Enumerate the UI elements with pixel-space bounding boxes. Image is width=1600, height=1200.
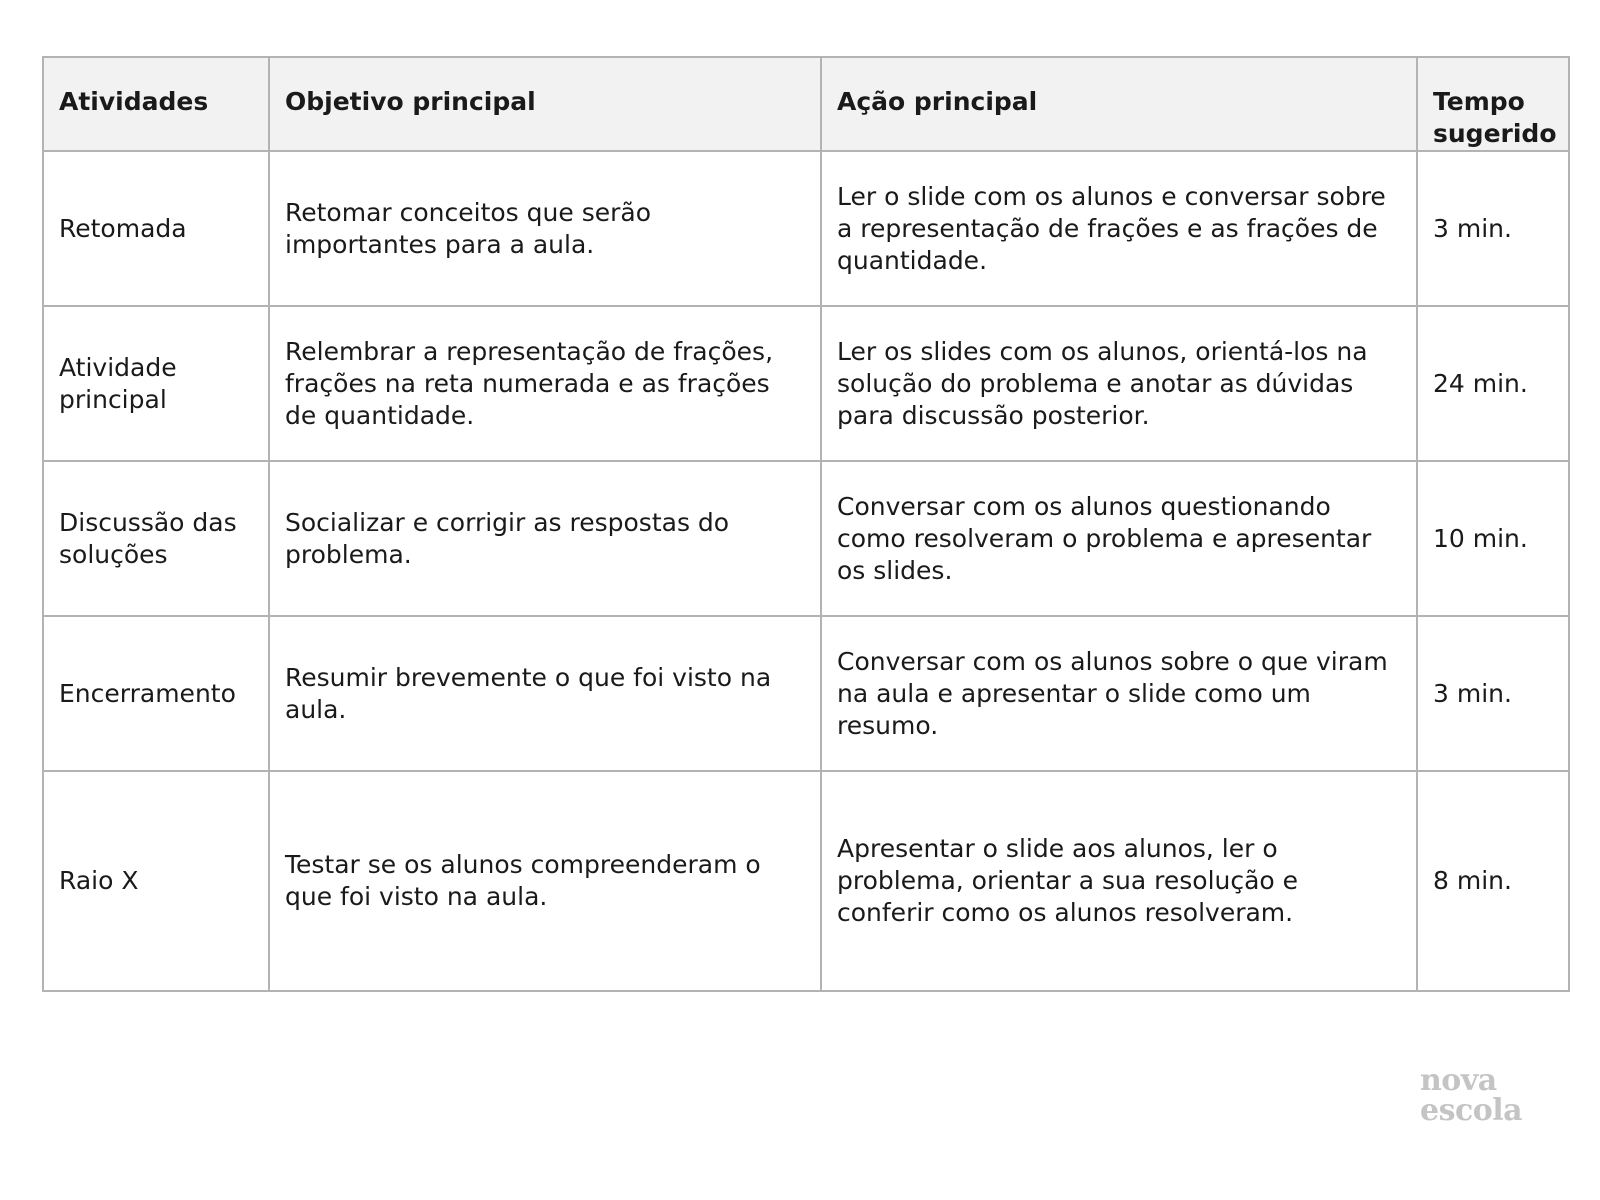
header-atividades: Atividades [43, 57, 269, 151]
logo-line-escola: escola [1420, 1093, 1523, 1128]
cell-atividade: Retomada [43, 151, 269, 306]
cell-acao: Apresentar o slide aos alunos, ler o problema, orientar a sua resolução e conferir como os alunos resolveram. [821, 771, 1417, 991]
table-header-row [43, 57, 1569, 151]
cell-tempo: 8 min. [1417, 771, 1569, 991]
cell-acao: Conversar com os alunos questionando como resolveram o problema e apresentar os slides. [821, 461, 1417, 616]
header-acao-principal: Ação principal [821, 57, 1417, 151]
cell-tempo: 10 min. [1417, 461, 1569, 616]
cell-acao: Conversar com os alunos sobre o que viram na aula e apresentar o slide como um resumo. [821, 616, 1417, 771]
cell-objetivo: Relembrar a representação de frações, frações na reta numerada e as frações de quantidade. [269, 306, 821, 461]
lesson-plan-table [42, 56, 1570, 992]
table-row [43, 151, 1569, 306]
cell-tempo: 3 min. [1417, 616, 1569, 771]
cell-acao: Ler o slide com os alunos e conversar sobre a representação de frações e as frações de quantidade. [821, 151, 1417, 306]
cell-objetivo: Retomar conceitos que serão importantes para a aula. [269, 151, 821, 306]
table-row [43, 771, 1569, 991]
cell-atividade: Discussão das soluções [43, 461, 269, 616]
cell-atividade: Atividade principal [43, 306, 269, 461]
logo-line-nova: nova [1420, 1063, 1497, 1098]
header-tempo-sugerido: Tempo sugerido [1417, 57, 1569, 151]
nova-escola-logo [1420, 1063, 1540, 1128]
cell-tempo: 3 min. [1417, 151, 1569, 306]
cell-objetivo: Testar se os alunos compreenderam o que foi visto na aula. [269, 771, 821, 991]
cell-tempo: 24 min. [1417, 306, 1569, 461]
cell-objetivo: Socializar e corrigir as respostas do problema. [269, 461, 821, 616]
table-row [43, 616, 1569, 771]
table-row [43, 461, 1569, 616]
cell-atividade: Raio X [43, 771, 269, 991]
cell-atividade: Encerramento [43, 616, 269, 771]
cell-acao: Ler os slides com os alunos, orientá-los na solução do problema e anotar as dúvidas para discussão posterior. [821, 306, 1417, 461]
cell-objetivo: Resumir brevemente o que foi visto na aula. [269, 616, 821, 771]
table-row [43, 306, 1569, 461]
header-objetivo-principal: Objetivo principal [269, 57, 821, 151]
